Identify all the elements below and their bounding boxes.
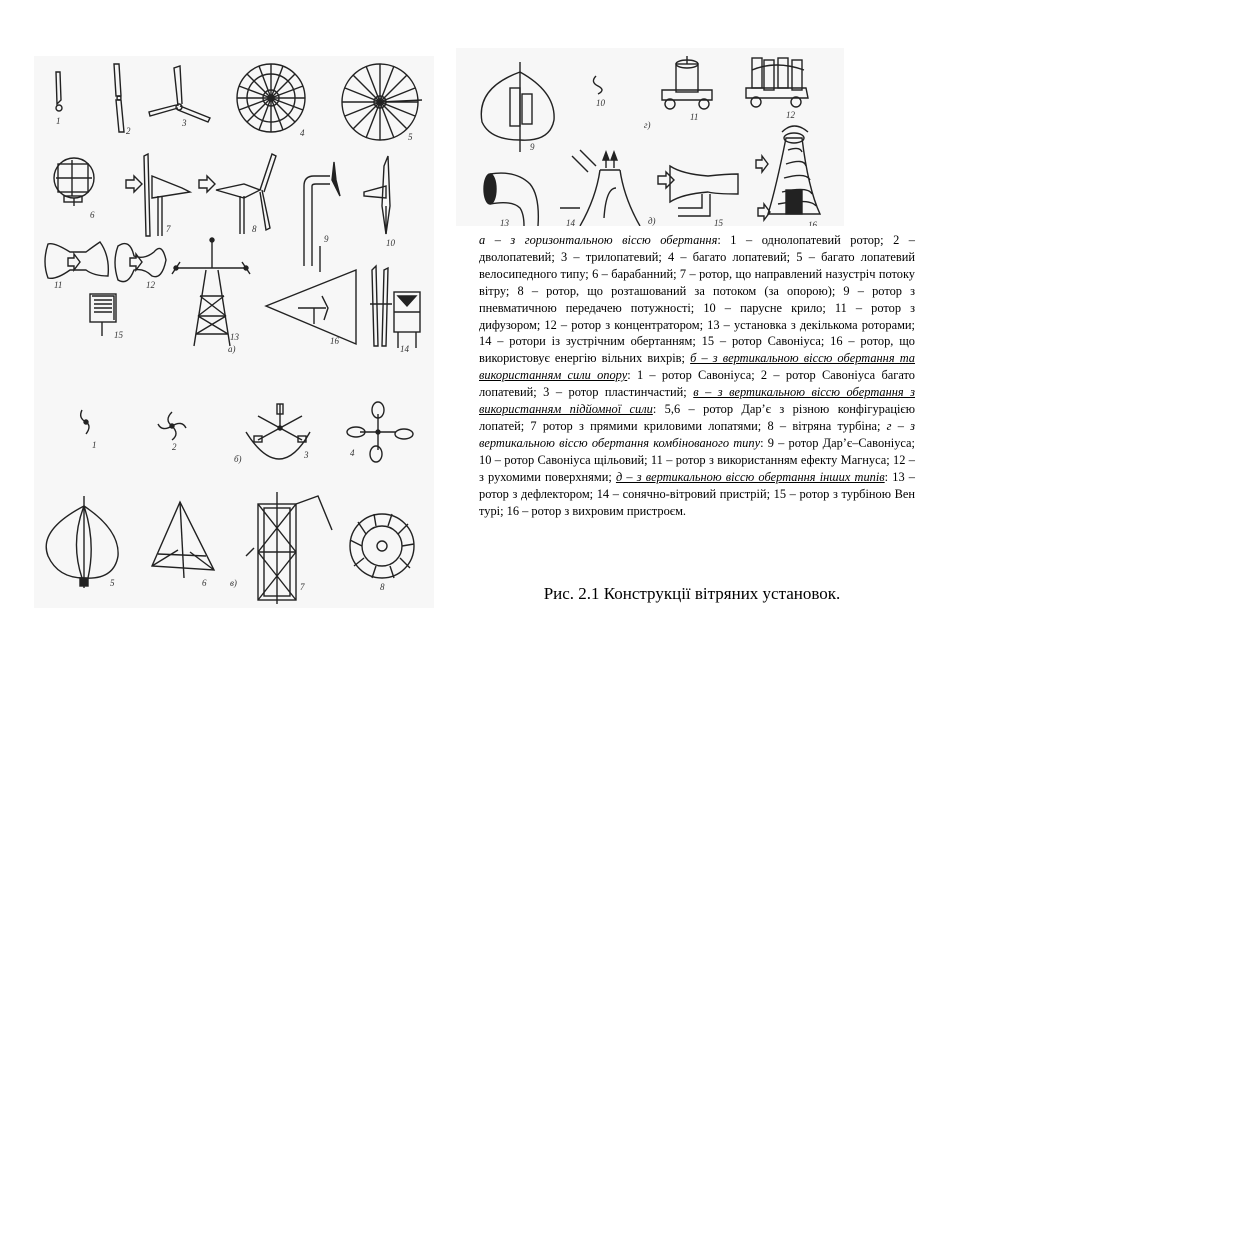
caption-text <box>479 232 915 519</box>
caption-text-b: : 1 – ротор Савоніуса; 2 – ротор Савоніуса багато лопатевий; 3 – ротор пластинчастий; <box>479 368 915 400</box>
drawing-a4-multi-blade <box>237 64 305 132</box>
label-v-letter: в) <box>230 578 237 588</box>
label-v8: 8 <box>380 582 385 592</box>
label-g12: 12 <box>786 110 795 120</box>
drawing-a6-drum <box>54 158 94 206</box>
label-a6: 6 <box>90 210 95 220</box>
drawing-a14-counter-rotating <box>370 266 420 348</box>
label-a8: 8 <box>252 224 257 234</box>
label-v7: 7 <box>300 582 305 592</box>
label-d16: 16 <box>808 220 817 226</box>
label-v6: 6 <box>202 578 207 588</box>
drawing-v5-darrieus <box>46 496 118 588</box>
drawing-a13-multi-rotor-tower <box>172 238 250 346</box>
label-b-letter: б) <box>234 454 242 464</box>
label-a10: 10 <box>386 238 395 248</box>
label-a11: 11 <box>54 280 63 290</box>
caption-text-v: : 5,6 – ротор Дар’є з різною конфігурацією лопатей; 7 ротор з прямими криловими лопатями; 8 – вітряна турбіна; <box>479 402 915 433</box>
drawing-v6-darrieus-delta <box>152 502 214 578</box>
figure-title: Рис. 2.1 Конструкції вітряних установок. <box>543 584 841 603</box>
drawing-a8-downwind-rotor <box>216 154 276 234</box>
wind-turbine-drawings-left <box>34 56 434 608</box>
label-d13: 13 <box>500 218 509 226</box>
drawing-a3-three-blade <box>149 66 210 122</box>
drawing-a1-single-blade <box>56 72 62 111</box>
label-a15: 15 <box>114 330 123 340</box>
drawing-g10-savonius-slot <box>593 76 602 94</box>
drawing-v7-straight-blade <box>246 492 332 604</box>
label-d14: 14 <box>566 218 575 226</box>
drawing-g9-darrieus-savonius <box>481 62 554 152</box>
label-b2: 2 <box>172 442 177 452</box>
label-a16: 16 <box>330 336 339 346</box>
caption-text-a: : 1 – однолопатевий ротор; 2 – дволопатевий; 3 – трилопатевий; 4 – багато лопатевий; 5 – багато лопатевий велосипедного типу; 6 – барабанний; 7 – ротор, що направлений назустріч потоку вітру; 8 – ротор, що розташований за потоком (за опорою); 9 – ротор з пневматичною передачею потужності; 10 – парусне крило; 11 – ротор з дифузором; 12 – ротор з концентратором; 13 – установка з декількома роторами; 14 – ротори із зустрічним обертанням; 15 – ротор Савоніуса; 16 – ротор, що використовує енергію вільних вихрів; <box>479 233 915 366</box>
right-figure-panel <box>456 48 844 226</box>
wind-turbine-drawings-right <box>456 48 844 226</box>
label-a1: 1 <box>56 116 61 126</box>
arrow-icon <box>126 176 142 192</box>
caption-section-b: б – з вертикальною віссю обертання та використанням сили опору <box>479 351 916 383</box>
label-g10: 10 <box>596 98 605 108</box>
label-d15: 15 <box>714 218 723 226</box>
label-a2: 2 <box>126 126 131 136</box>
caption-section-d: д – з вертикальною віссю обертання інших типів <box>615 469 885 484</box>
caption-text-d: : 13 – ротор з дефлектором; 14 – сонячно-вітровий пристрій; 15 – ротор з турбіною Вен турі; 16 – ротор з вихровим пристроєм. <box>479 469 916 518</box>
drawing-d13-deflector <box>484 173 538 226</box>
drawing-b2-savonius-multi <box>158 412 186 440</box>
caption-section-a: а – з горизонтальною віссю обертання <box>479 233 718 247</box>
drawing-d16-vortex-device <box>756 126 820 220</box>
label-g9: 9 <box>530 142 535 152</box>
label-d-letter: д) <box>648 216 656 226</box>
drawing-a15-savonius <box>90 294 116 336</box>
label-a5: 5 <box>408 132 413 142</box>
left-figure-panel <box>34 56 434 608</box>
drawing-a5-bicycle-type <box>342 64 422 140</box>
drawing-g12-moving-surfaces <box>746 58 808 107</box>
label-a13: 13 <box>230 332 239 342</box>
caption-section-g: г – з вертикальною віссю обертання комбінованого типу <box>479 418 915 450</box>
label-g11: 11 <box>690 112 699 122</box>
drawing-d14-solar-wind <box>560 150 640 226</box>
drawing-a11-diffuser <box>45 242 108 278</box>
label-g-letter: г) <box>644 120 651 130</box>
caption-text-g: : 9 – ротор Дар’є–Савоніуса; 10 – ротор Савоніуса щільовий; 11 – ротор з використанням ефекту Магнуса; 12 – з рухомими поверхнями; <box>479 435 915 484</box>
label-a-letter: а) <box>228 344 236 354</box>
caption-section-v: в – з вертикальною віссю обертання з використанням підйомної сили <box>479 385 915 417</box>
label-a7: 7 <box>166 224 171 234</box>
drawing-v8-wind-turbine <box>350 514 414 578</box>
label-a4: 4 <box>300 128 305 138</box>
arrow-icon <box>199 176 215 192</box>
drawing-a12-concentrator <box>115 244 166 282</box>
label-a12: 12 <box>146 280 155 290</box>
label-a14: 14 <box>400 344 409 354</box>
label-a9: 9 <box>324 234 329 244</box>
label-b4: 4 <box>350 448 355 458</box>
drawing-a16-free-vortex <box>266 270 356 344</box>
label-a3: 3 <box>182 118 187 128</box>
drawing-b1-savonius <box>81 410 89 434</box>
drawing-g11-magnus <box>662 56 712 109</box>
label-v5: 5 <box>110 578 115 588</box>
drawing-d15-venturi <box>658 166 738 216</box>
label-b1: 1 <box>92 440 97 450</box>
drawing-a9-pneumatic <box>304 162 340 272</box>
drawing-a2-two-blade <box>114 64 124 132</box>
drawing-b3-plate-rotor <box>246 404 310 459</box>
drawing-b4-cup-rotor <box>347 402 413 462</box>
drawing-a10-sail-wing <box>364 156 390 234</box>
label-b3: 3 <box>304 450 309 460</box>
